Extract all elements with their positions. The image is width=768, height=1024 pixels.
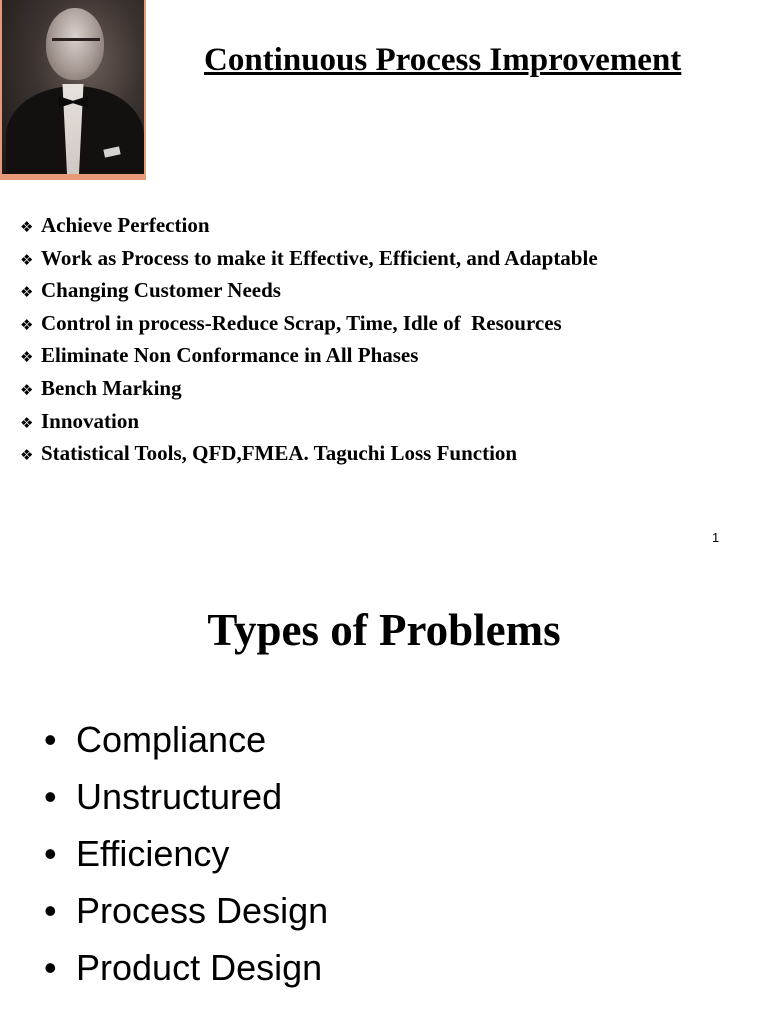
list-item [44,825,328,882]
diamond-bullet-icon: ❖ [20,446,34,465]
list-item [44,711,328,768]
bullet-dot-icon: • [44,833,57,874]
list-item-text: Process Design [76,890,329,931]
list-item-text: Product Design [76,947,323,988]
slide-title: Types of Problems [207,605,561,655]
slide-title: Continuous Process Improvement [204,42,682,78]
list-item [44,939,328,996]
list-item-text: Changing Customer Needs [41,278,281,303]
list-item-text: Statistical Tools, QFD,FMEA. Taguchi Loss Function [41,441,518,466]
list-item-text: Work as Process to make it Effective, Efficient, and Adaptable [41,245,598,270]
slide-types-of-problems [0,560,768,1024]
list-item-text: Eliminate Non Conformance in All Phases [41,343,419,368]
list-item-text: Bench Marking [41,375,182,400]
list-item-text: Unstructured [76,776,283,817]
bullet-dot-icon: • [44,776,57,817]
list-item-text: Compliance [76,719,267,760]
list-item [20,373,598,406]
list-item-text: Efficiency [76,833,230,874]
list-item-text: Control in process-Reduce Scrap, Time, Idle of Resources [41,310,562,335]
bullet-list [20,210,598,471]
portrait-photo [0,0,146,180]
list-item [20,243,598,276]
list-item [20,438,598,471]
portrait-glasses [52,38,100,51]
list-item [20,275,598,308]
list-item [20,210,598,243]
diamond-bullet-icon: ❖ [20,250,34,269]
diamond-bullet-icon: ❖ [20,413,34,432]
diamond-bullet-icon: ❖ [20,283,34,302]
list-item [20,340,598,373]
list-item [44,882,328,939]
diamond-bullet-icon: ❖ [20,218,34,236]
list-item-text: Achieve Perfection [41,213,210,237]
list-item [20,308,598,341]
bullet-dot-icon: • [44,719,57,760]
bullet-list [44,711,328,996]
list-item [20,406,598,439]
list-item-text: Innovation [41,408,140,433]
bullet-dot-icon: • [44,947,57,988]
list-item [44,768,328,825]
diamond-bullet-icon: ❖ [20,380,34,399]
diamond-bullet-icon: ❖ [20,315,34,334]
bullet-dot-icon: • [44,890,57,931]
portrait-image [2,0,144,174]
diamond-bullet-icon: ❖ [20,348,34,367]
page-number: 1 [712,530,720,545]
